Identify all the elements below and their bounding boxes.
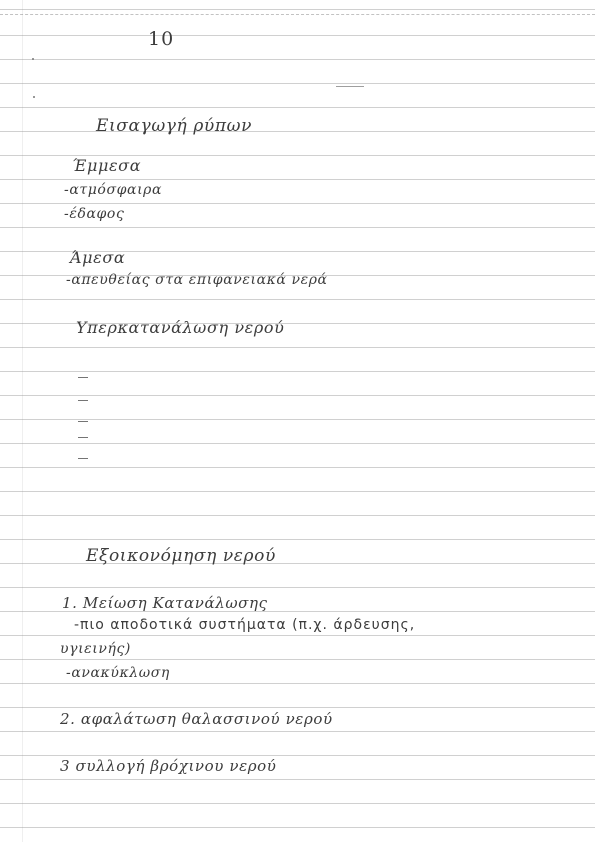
item-desalination: 2. αφαλάτωση θαλασσινού νερού bbox=[60, 710, 333, 728]
list-item-atmosphere: -ατμόσφαιρα bbox=[64, 182, 163, 198]
list-item-surface-waters: -απευθείας στα επιφανειακά νερά bbox=[66, 272, 328, 288]
list-item-soil: -έδαφος bbox=[64, 206, 125, 222]
page-number: 10 bbox=[148, 28, 175, 50]
empty-bullet bbox=[78, 421, 88, 422]
empty-bullet bbox=[78, 437, 88, 438]
empty-bullet bbox=[78, 458, 88, 459]
empty-bullet bbox=[78, 400, 88, 401]
sub-item-hygiene: υγιεινής) bbox=[60, 641, 131, 657]
heading-pollutant-entry: Εισαγωγή ρύπων bbox=[96, 116, 253, 136]
sub-item-efficient-systems: -πιο αποδοτικά συστήματα (π.χ. άρδευσης, bbox=[74, 617, 416, 633]
margin-line bbox=[22, 0, 23, 842]
margin-dot bbox=[32, 58, 34, 60]
top-edge-dash bbox=[0, 14, 595, 15]
item-reduce-consumption: 1. Μείωση Κατανάλωσης bbox=[62, 594, 268, 612]
heading-water-overuse: Υπερκατανάλωση νερού bbox=[76, 318, 285, 337]
heading-direct: Άμεσα bbox=[70, 248, 126, 267]
item-rainwater-collection: 3 συλλογή βρόχινου νερού bbox=[60, 757, 277, 775]
empty-bullet bbox=[78, 377, 88, 378]
short-rule bbox=[336, 86, 364, 87]
margin-dot bbox=[33, 96, 35, 98]
heading-indirect: Έμμεσα bbox=[72, 156, 142, 175]
sub-item-recycling: -ανακύκλωση bbox=[66, 665, 170, 681]
heading-water-saving: Εξοικονόμηση νερού bbox=[86, 546, 276, 566]
